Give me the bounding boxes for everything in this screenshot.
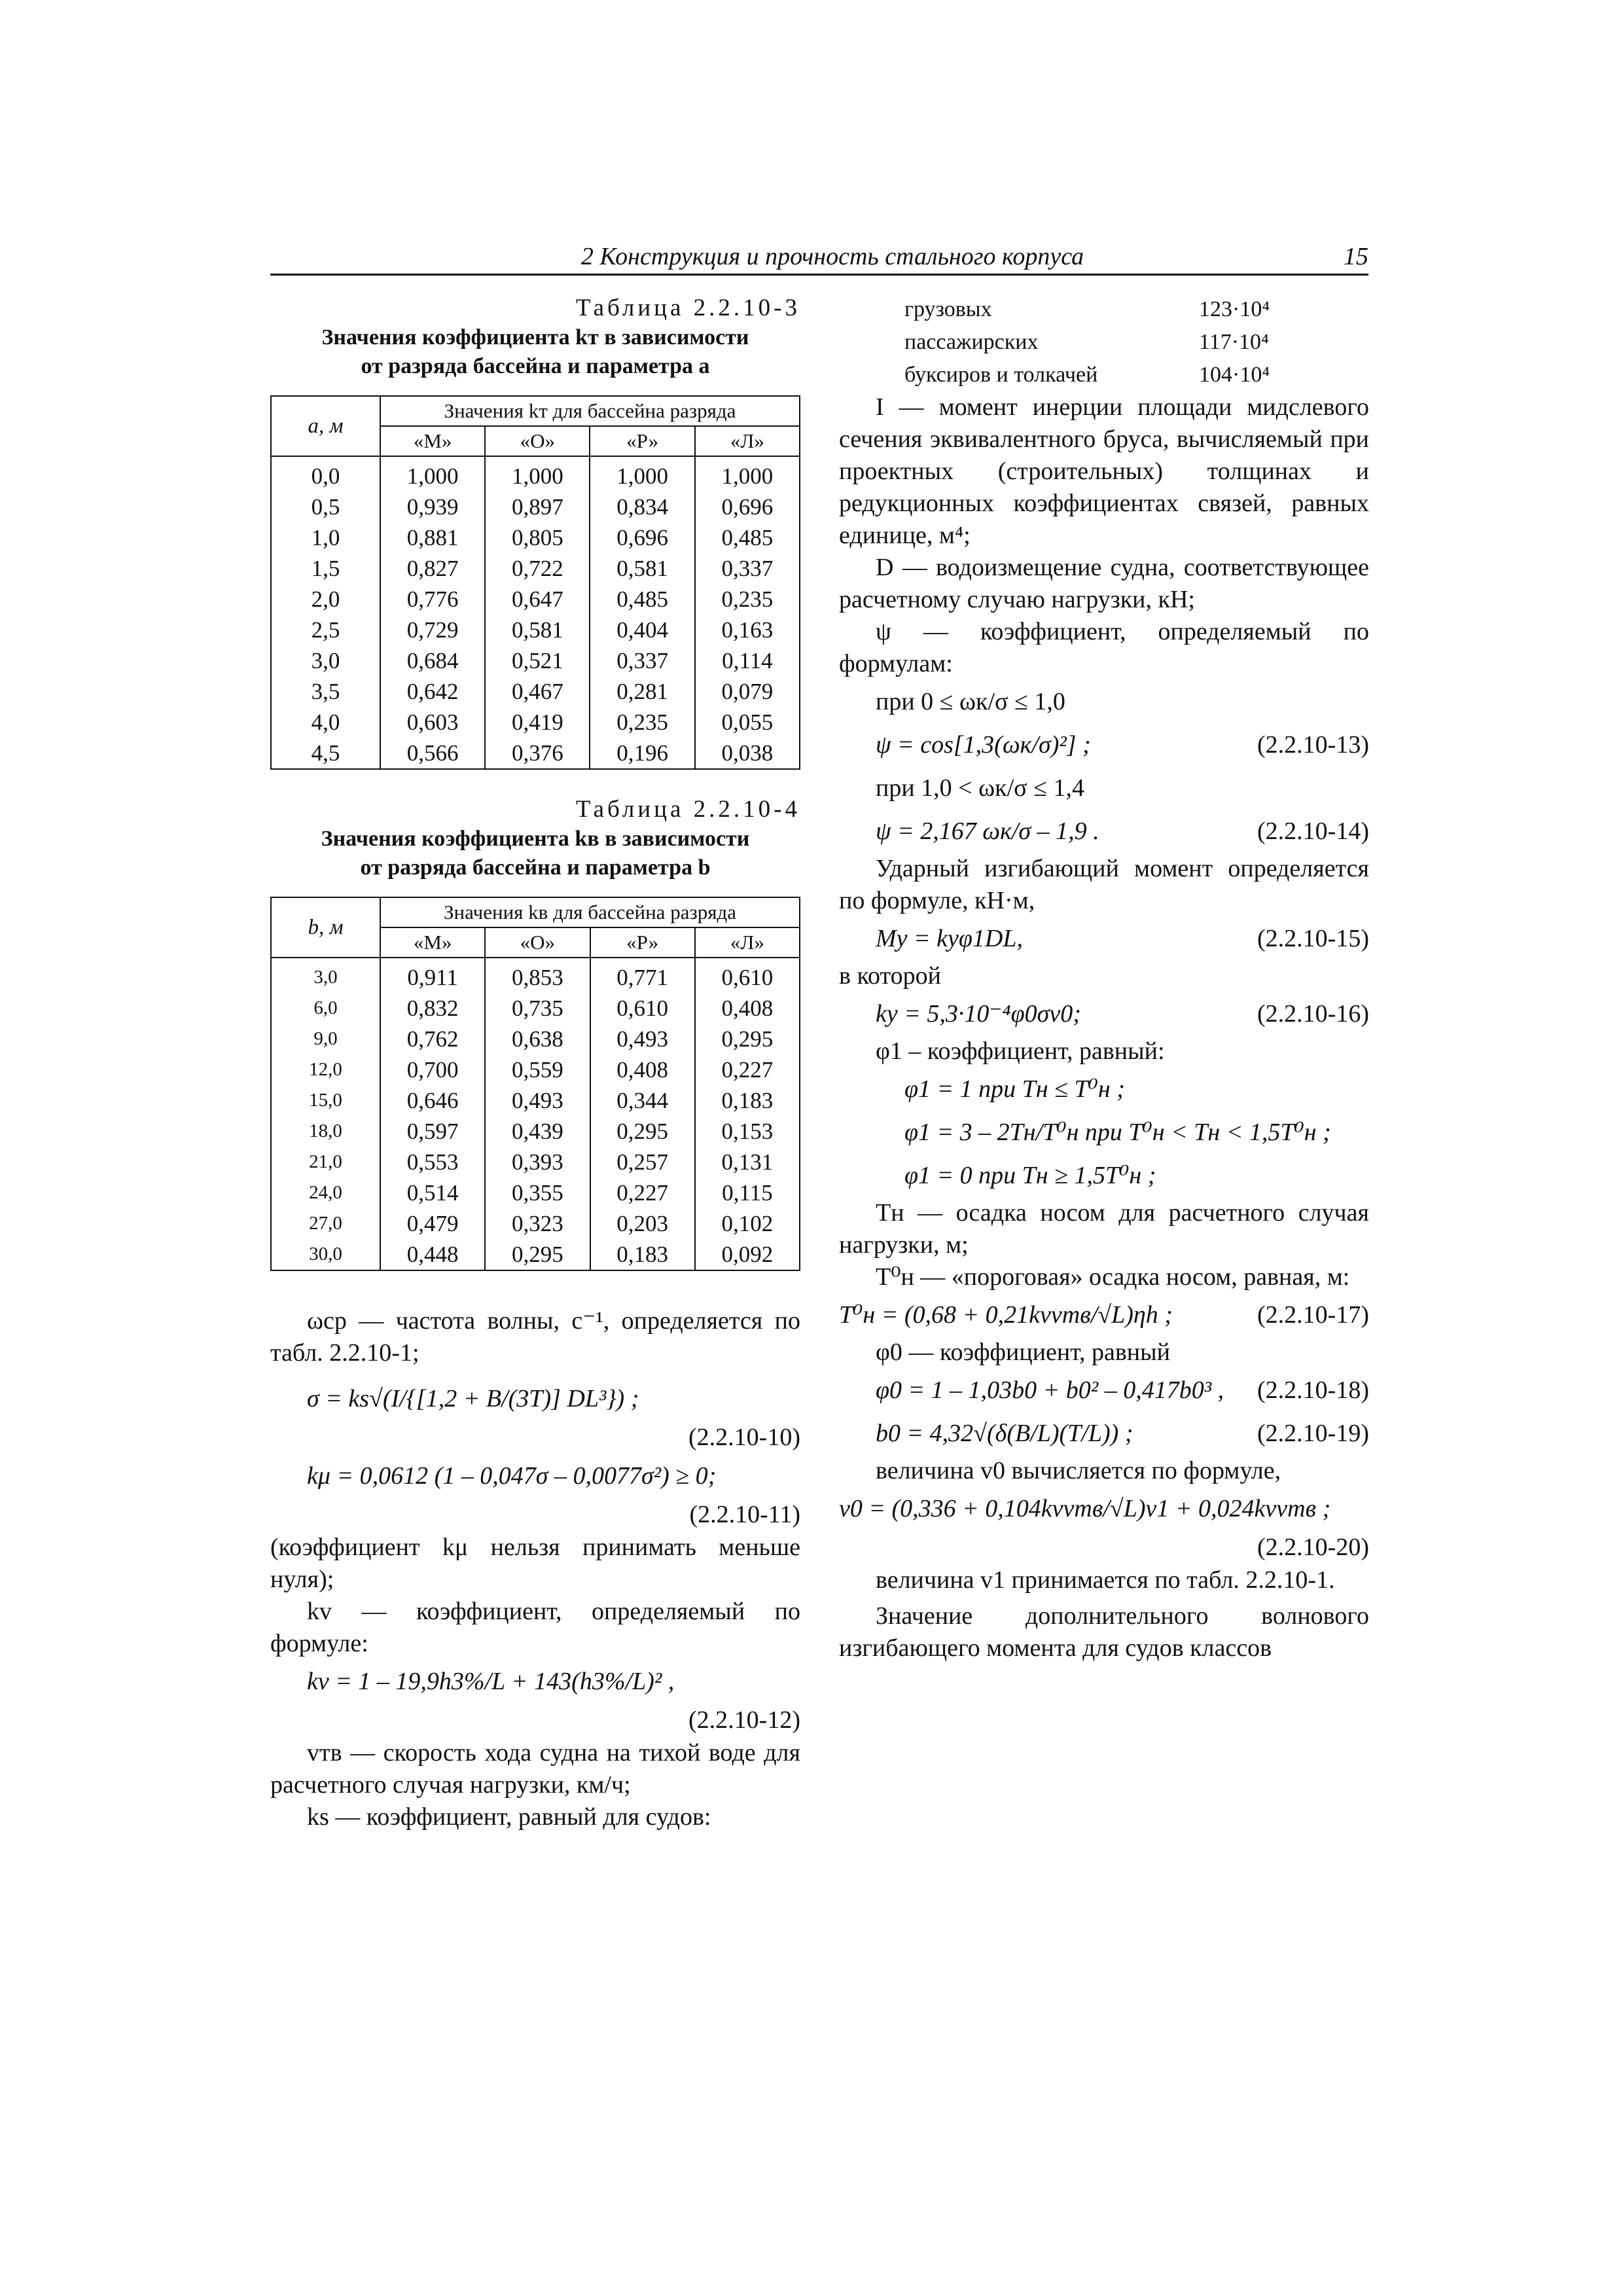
definition-paragraph: Значение дополнительного волнового изгибающего момента для судов классов [839,1602,1369,1662]
equation-number: (2.2.10-16) [1257,1000,1369,1028]
table-caption-line: от разряда бассейна и параметра b [360,855,711,880]
value-cell: 0,295 [485,1239,590,1270]
right-column [839,293,1369,1664]
value-cell: 0,479 [380,1208,485,1239]
param-cell: 0,0 [271,456,380,492]
value-cell: 0,897 [485,492,590,522]
value-cell: 0,853 [485,958,590,993]
value-cell: 0,408 [695,993,800,1024]
definition-paragraph: D — водоизмещение судна, соответствующее расчетному случаю нагрузки, кН; [839,554,1369,613]
value-cell: 0,295 [695,1024,800,1054]
table-row [271,1177,800,1208]
value-cell: 0,776 [380,584,485,615]
column-header: «О» [485,426,590,456]
coefficient-table [270,395,800,770]
value-cell: 0,235 [590,707,694,738]
equation-number: (2.2.10-12) [688,1706,800,1734]
param-cell: 1,0 [271,522,380,553]
table-row [271,492,800,522]
table-row [271,993,800,1024]
param-cell: 9,0 [271,1024,380,1054]
table-row [271,645,800,676]
value-cell: 0,102 [695,1208,800,1239]
group-header: Значения kв для бассейна разряда [380,897,800,927]
value-cell: 0,485 [590,584,694,615]
value-cell: 0,827 [380,553,485,584]
definition-paragraph: величина v1 принимается по табл. 2.2.10-1. [876,1566,1335,1594]
param-cell: 2,0 [271,584,380,615]
column-header: «М» [380,426,485,456]
value-cell: 1,000 [590,456,694,492]
equation-expression: φ1 = 1 при Tн ≤ T⁰н ; [904,1075,1125,1103]
equation-number: (2.2.10-14) [1257,817,1369,845]
value-cell: 0,337 [590,645,694,676]
param-cell: 0,5 [271,492,380,522]
coefficient-table [270,897,800,1271]
definition-paragraph: φ0 — коэффициент, равный [876,1338,1171,1366]
param-cell: 1,5 [271,553,380,584]
value-cell: 0,055 [695,707,800,738]
equation-number: (2.2.10-13) [1257,731,1369,759]
value-cell: 0,131 [695,1147,800,1177]
value-cell: 0,038 [695,738,800,769]
column-header: «Л» [695,927,800,958]
value-cell: 0,610 [695,958,800,993]
equation [839,1369,1369,1412]
value-cell: 0,115 [695,1177,800,1208]
table-row [271,1116,800,1147]
value-cell: 0,376 [485,738,590,769]
table-caption [270,323,800,381]
table-row [271,1239,800,1270]
condition-text: при 1,0 < ωк/σ ≤ 1,4 [876,774,1084,802]
table-row [271,1054,800,1085]
value-cell: 0,355 [485,1177,590,1208]
table-row [271,615,800,645]
value-cell: 0,696 [695,492,800,522]
value-cell: 0,439 [485,1116,590,1147]
value-cell: 0,493 [590,1024,695,1054]
table-row [271,1024,800,1054]
table-caption-line: Значения коэффициента kв в зависимости [321,827,750,851]
column-header: «О» [485,927,590,958]
equation [839,992,1369,1035]
equation-expression: kу = 5,3·10⁻⁴φ0σv0; [876,1000,1081,1028]
equation-number: (2.2.10-20) [1257,1534,1369,1561]
value-cell: 0,581 [485,615,590,645]
table-row [271,1208,800,1239]
value-cell: 0,696 [590,522,694,553]
value-cell: 0,729 [380,615,485,645]
vessel-kind: буксиров и толкачей [904,363,1098,387]
value-cell: 0,566 [380,738,485,769]
left-column [270,293,800,1833]
equation-number: (2.2.10-15) [1257,925,1369,952]
value-cell: 0,408 [590,1054,695,1085]
param-cell: 3,5 [271,676,380,707]
value-cell: 0,257 [590,1147,695,1177]
value-cell: 0,735 [485,993,590,1024]
vessel-kind: грузовых [904,297,992,321]
equation-expression: ψ = cos[1,3(ωк/σ)²] ; [876,731,1091,759]
equation [270,1660,800,1703]
equation-expression: σ = ks√(I/{[1,2 + B/(3T)] DL³}) ; [307,1385,639,1412]
value-cell: 0,337 [695,553,800,584]
param-cell: 6,0 [271,993,380,1024]
ks-value: 117·10⁴ [1199,330,1269,354]
definition-paragraph: T⁰н — «пороговая» осадка носом, равная, м: [876,1263,1350,1291]
ks-value-row [839,326,1369,359]
table-row [271,522,800,553]
equation-expression: φ1 = 3 – 2Tн/T⁰н при T⁰н < Tн < 1,5T⁰н ; [904,1119,1331,1146]
equation-number: (2.2.10-10) [688,1424,800,1451]
param-header: b, м [271,897,380,958]
column-header: «М» [380,927,485,958]
equation-number: (2.2.10-19) [1257,1420,1369,1447]
ks-value: 104·10⁴ [1199,363,1270,387]
value-cell: 0,834 [590,492,694,522]
value-cell: 0,235 [695,584,800,615]
table-caption [270,825,800,882]
param-cell: 4,0 [271,707,380,738]
value-cell: 0,881 [380,522,485,553]
table-row [271,958,800,993]
definition-paragraph: ks — коэффициент, равный для судов: [307,1803,711,1831]
equation [839,810,1369,853]
value-cell: 0,684 [380,645,485,676]
equation-expression: Mу = kуφ1DL, [876,925,1023,952]
param-cell: 12,0 [271,1054,380,1085]
value-cell: 0,771 [590,958,695,993]
equation-expression: ψ = 2,167 ωк/σ – 1,9 . [876,817,1099,845]
equation [839,723,1369,766]
value-cell: 0,493 [485,1085,590,1116]
param-cell: 18,0 [271,1116,380,1147]
condition-text: при 0 ≤ ωк/σ ≤ 1,0 [876,688,1065,715]
definition-paragraph: (коэффициент kμ нельзя принимать меньше нуля); [270,1534,800,1593]
value-cell: 0,638 [485,1024,590,1054]
ks-value-row [839,293,1369,326]
equation [839,1154,1369,1197]
equation [839,917,1369,960]
param-header: a, м [271,396,380,456]
value-cell: 0,762 [380,1024,485,1054]
equation-number: (2.2.10-11) [689,1501,800,1528]
param-cell: 15,0 [271,1085,380,1116]
equation [839,1067,1369,1111]
param-cell: 2,5 [271,615,380,645]
value-cell: 0,196 [590,738,694,769]
table-row [271,1085,800,1116]
equation-number: (2.2.10-17) [1257,1301,1369,1329]
definition-paragraph: φ1 – коэффициент, равный: [876,1037,1165,1065]
value-cell: 0,153 [695,1116,800,1147]
value-cell: 0,597 [380,1116,485,1147]
definition-paragraph: ψ — коэффициент, определяемый по формулам: [839,618,1369,677]
value-cell: 0,114 [695,645,800,676]
value-cell: 0,467 [485,676,590,707]
value-cell: 0,163 [695,615,800,645]
value-cell: 0,581 [590,553,694,584]
value-cell: 0,183 [695,1085,800,1116]
definition-paragraph: в которой [839,962,941,990]
table-label: Таблица 2.2.10-4 [575,796,800,823]
param-cell: 21,0 [271,1147,380,1177]
value-cell: 0,448 [380,1239,485,1270]
table-row [271,553,800,584]
value-cell: 0,805 [485,522,590,553]
value-cell: 0,646 [380,1085,485,1116]
page-number: 15 [1344,243,1368,270]
value-cell: 0,553 [380,1147,485,1177]
condition [839,680,1369,723]
value-cell: 0,832 [380,993,485,1024]
value-cell: 0,393 [485,1147,590,1177]
table-caption-line: Значения коэффициента kт в зависимости [321,325,749,350]
value-cell: 0,079 [695,676,800,707]
group-header: Значения kт для бассейна разряда [380,396,800,426]
definition-paragraph: ωср — частота волны, с⁻¹, определяется по табл. 2.2.10-1; [270,1307,800,1367]
param-cell: 3,0 [271,645,380,676]
equation [839,1111,1369,1154]
definition-paragraph: величина v0 вычисляется по формуле, [876,1457,1281,1484]
value-cell: 0,419 [485,707,590,738]
value-cell: 0,647 [485,584,590,615]
equation-expression: b0 = 4,32√(δ(B/L)(T/L)) ; [876,1420,1133,1447]
value-cell: 0,911 [380,958,485,993]
equation-expression: T⁰н = (0,68 + 0,21kvvтв/√L)ηh ; [839,1301,1173,1329]
value-cell: 1,000 [380,456,485,492]
value-cell: 0,344 [590,1085,695,1116]
value-cell: 0,521 [485,645,590,676]
value-cell: 0,092 [695,1239,800,1270]
value-cell: 0,227 [590,1177,695,1208]
value-cell: 0,323 [485,1208,590,1239]
running-header [270,241,1368,276]
equation [270,1377,800,1420]
equation-expression: v0 = (0,336 + 0,104kvvтв/√L)v1 + 0,024kvvтв ; [839,1495,1331,1522]
value-cell: 1,000 [485,456,590,492]
table-row [271,707,800,738]
param-cell: 27,0 [271,1208,380,1239]
column-header: «Л» [695,426,800,456]
equation-expression: kv = 1 – 19,9h3%/L + 143(h3%/L)² , [307,1668,675,1695]
table-row [271,1147,800,1177]
definition-paragraph: vтв — скорость хода судна на тихой воде для расчетного случая нагрузки, км/ч; [270,1739,800,1799]
value-cell: 0,485 [695,522,800,553]
column-header: «Р» [590,426,694,456]
vessel-kind: пассажирских [904,330,1039,354]
chapter-title: 2 Конструкция и прочность стального корпуса [580,243,1084,270]
value-cell: 0,514 [380,1177,485,1208]
equation-number: (2.2.10-18) [1257,1376,1369,1404]
param-cell: 3,0 [271,958,380,993]
equation-expression: φ0 = 1 – 1,03b0 + b0² – 0,417b0³ , [876,1376,1224,1404]
value-cell: 0,227 [695,1054,800,1085]
condition [839,766,1369,810]
equation [270,1454,800,1498]
definition-paragraph: Ударный изгибающий момент определяется по формуле, кН·м, [839,855,1369,914]
equation [839,1293,1369,1336]
definition-paragraph: Tн — осадка носом для расчетного случая нагрузки, м; [839,1199,1369,1259]
column-header: «Р» [590,927,695,958]
value-cell: 0,610 [590,993,695,1024]
definition-paragraph: I — момент инерции площади мидслевого сечения эквивалентного бруса, вычисляемый при проектных (строительных) толщинах и редукционных коэффициентах связей, равных единице, м⁴; [839,393,1369,549]
table-row [271,456,800,492]
ks-value: 123·10⁴ [1199,297,1270,321]
value-cell: 0,295 [590,1116,695,1147]
value-cell: 0,939 [380,492,485,522]
value-cell: 0,722 [485,553,590,584]
param-cell: 30,0 [271,1239,380,1270]
value-cell: 0,700 [380,1054,485,1085]
table-row [271,584,800,615]
value-cell: 1,000 [695,456,800,492]
equation-expression: kμ = 0,0612 (1 – 0,047σ – 0,0077σ²) ≥ 0; [307,1462,717,1490]
value-cell: 0,281 [590,676,694,707]
table-label: Таблица 2.2.10-3 [575,295,800,321]
table-row [271,738,800,769]
ks-value-row [839,359,1369,391]
equation [839,1487,1369,1530]
equation [839,1412,1369,1455]
param-cell: 24,0 [271,1177,380,1208]
value-cell: 0,203 [590,1208,695,1239]
equation-expression: φ1 = 0 при Tн ≥ 1,5T⁰н ; [904,1162,1156,1189]
value-cell: 0,559 [485,1054,590,1085]
value-cell: 0,603 [380,707,485,738]
value-cell: 0,183 [590,1239,695,1270]
value-cell: 0,642 [380,676,485,707]
table-caption-line: от разряда бассейна и параметра a [361,354,710,378]
value-cell: 0,404 [590,615,694,645]
param-cell: 4,5 [271,738,380,769]
ks-value-list [839,293,1369,391]
definition-paragraph: kv — коэффициент, определяемый по формуле: [270,1598,800,1657]
table-row [271,676,800,707]
